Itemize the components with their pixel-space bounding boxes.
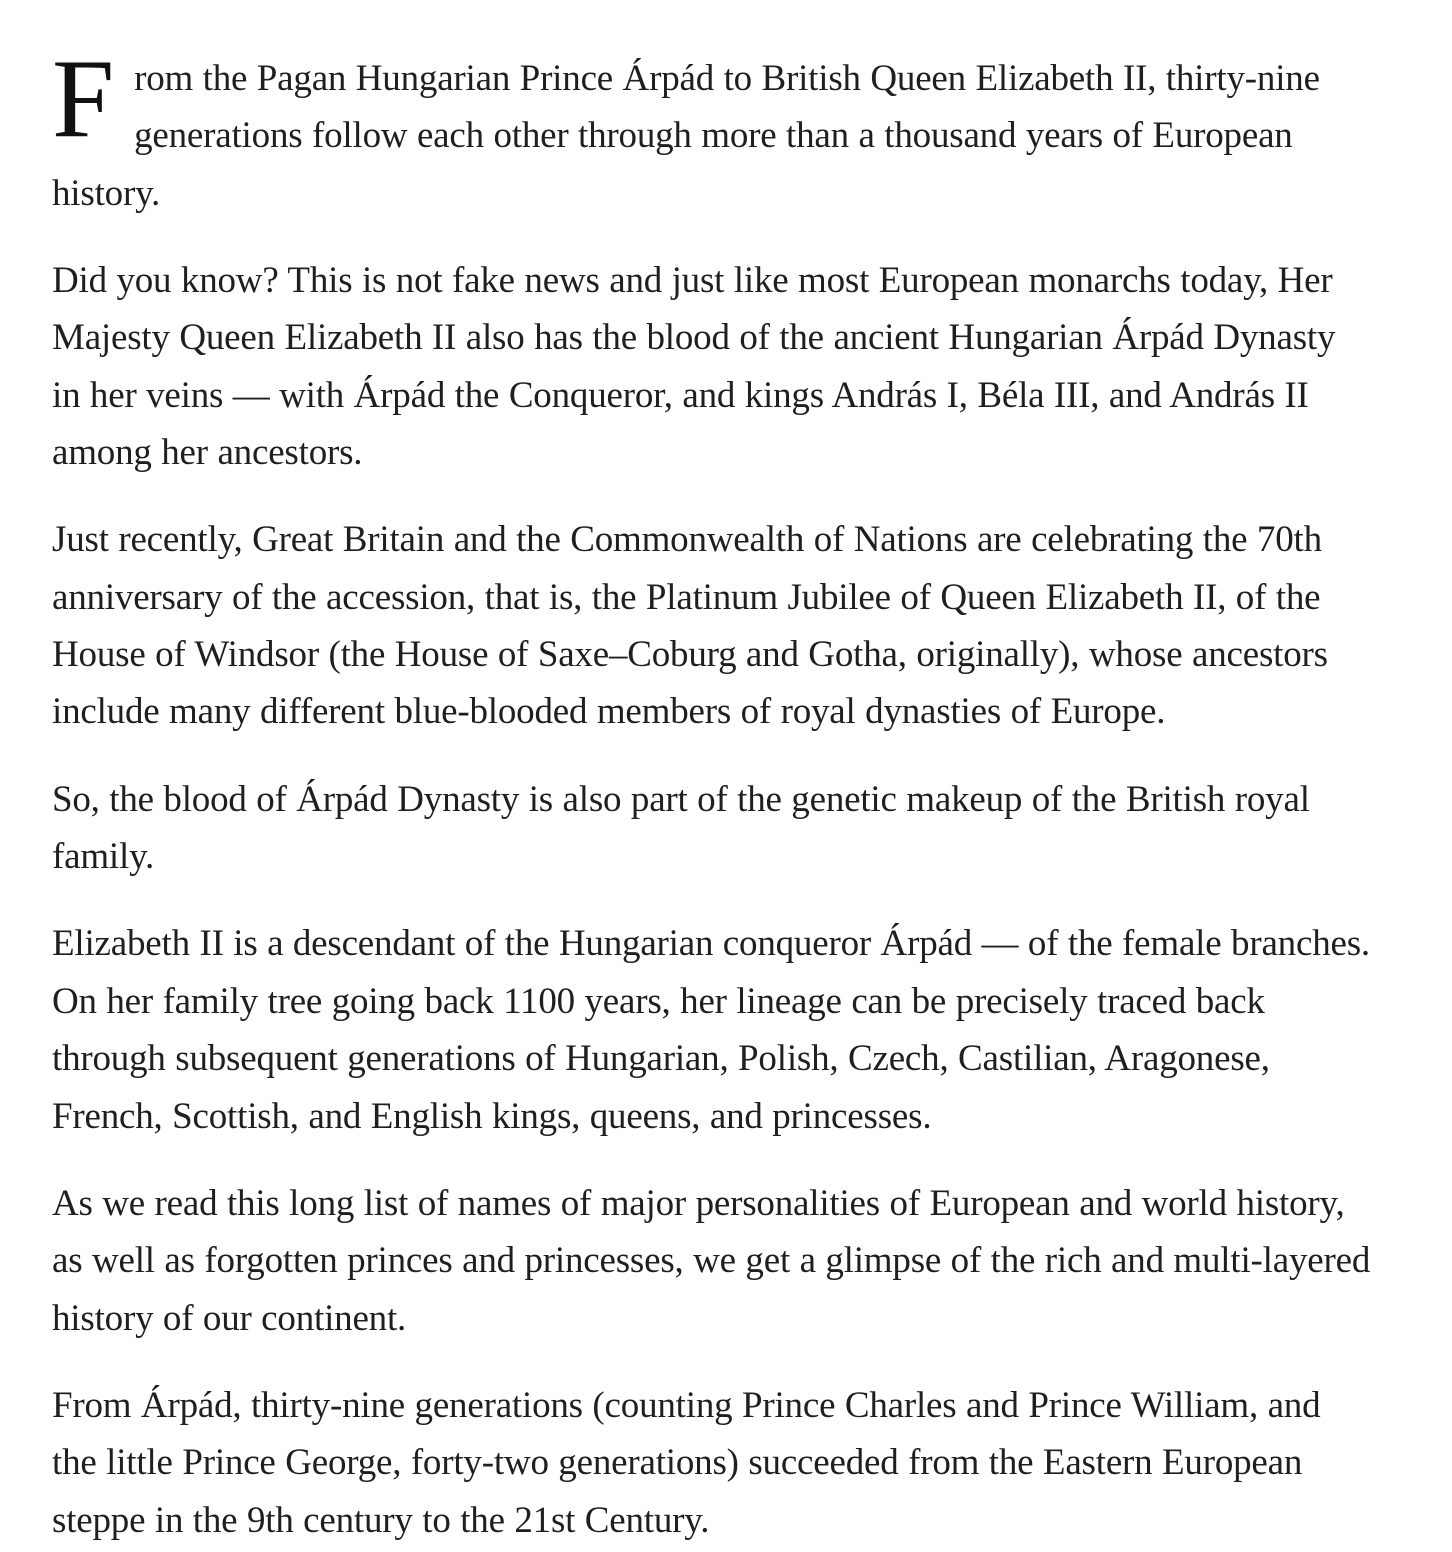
paragraph-descendant-lineage: Elizabeth II is a descendant of the Hungarian conqueror Árpád — of the female branches. On her family tree going back 1100 years, her lineage can be precisely traced back through subsequent generations of Hungarian, Polish, Czech, Castilian, Aragonese, French, Scottish, and English kings, queens, and princesses. [52, 923, 1370, 1137]
paragraph-intro [52, 37, 1372, 222]
paragraph-genetic-makeup: So, the blood of Árpád Dynasty is also part of the genetic makeup of the British royal family. [52, 778, 1310, 878]
paragraph-did-you-know: Did you know? This is not fake news and just like most European monarchs today, Her Majesty Queen Elizabeth II also has the blood of the ancient Hungarian Árpád Dynasty in her veins — with Árpád the Conqueror, and kings András I, Béla III, and András II among her ancestors. [52, 260, 1336, 474]
paragraph-list-of-names: As we read this long list of names of major personalities of European and world history, as well as forgotten princes and princesses, we get a glimpse of the rich and multi-layered history of our continent. [52, 1182, 1371, 1339]
paragraph-platinum-jubilee: Just recently, Great Britain and the Commonwealth of Nations are celebrating the 70th anniversary of the accession, that is, the Platinum Jubilee of Queen Elizabeth II, of the House of Windsor (the House of Saxe–Coburg and Gotha, originally), whose ancestors include many different blue-blooded members of royal dynasties of Europe. [52, 519, 1328, 733]
paragraph-intro-text: rom the Pagan Hungarian Prince Árpád to British Queen Elizabeth II, thirty-nine generations follow each other through more than a thousand years of European history. [52, 58, 1320, 214]
drop-cap-letter: F [52, 37, 115, 161]
paragraph-generations-count: From Árpád, thirty-nine generations (counting Prince Charles and Prince William, and the little Prince George, forty-two generations) succeeded from the Eastern European steppe in the 9th century to the 21st Century. [52, 1384, 1321, 1541]
